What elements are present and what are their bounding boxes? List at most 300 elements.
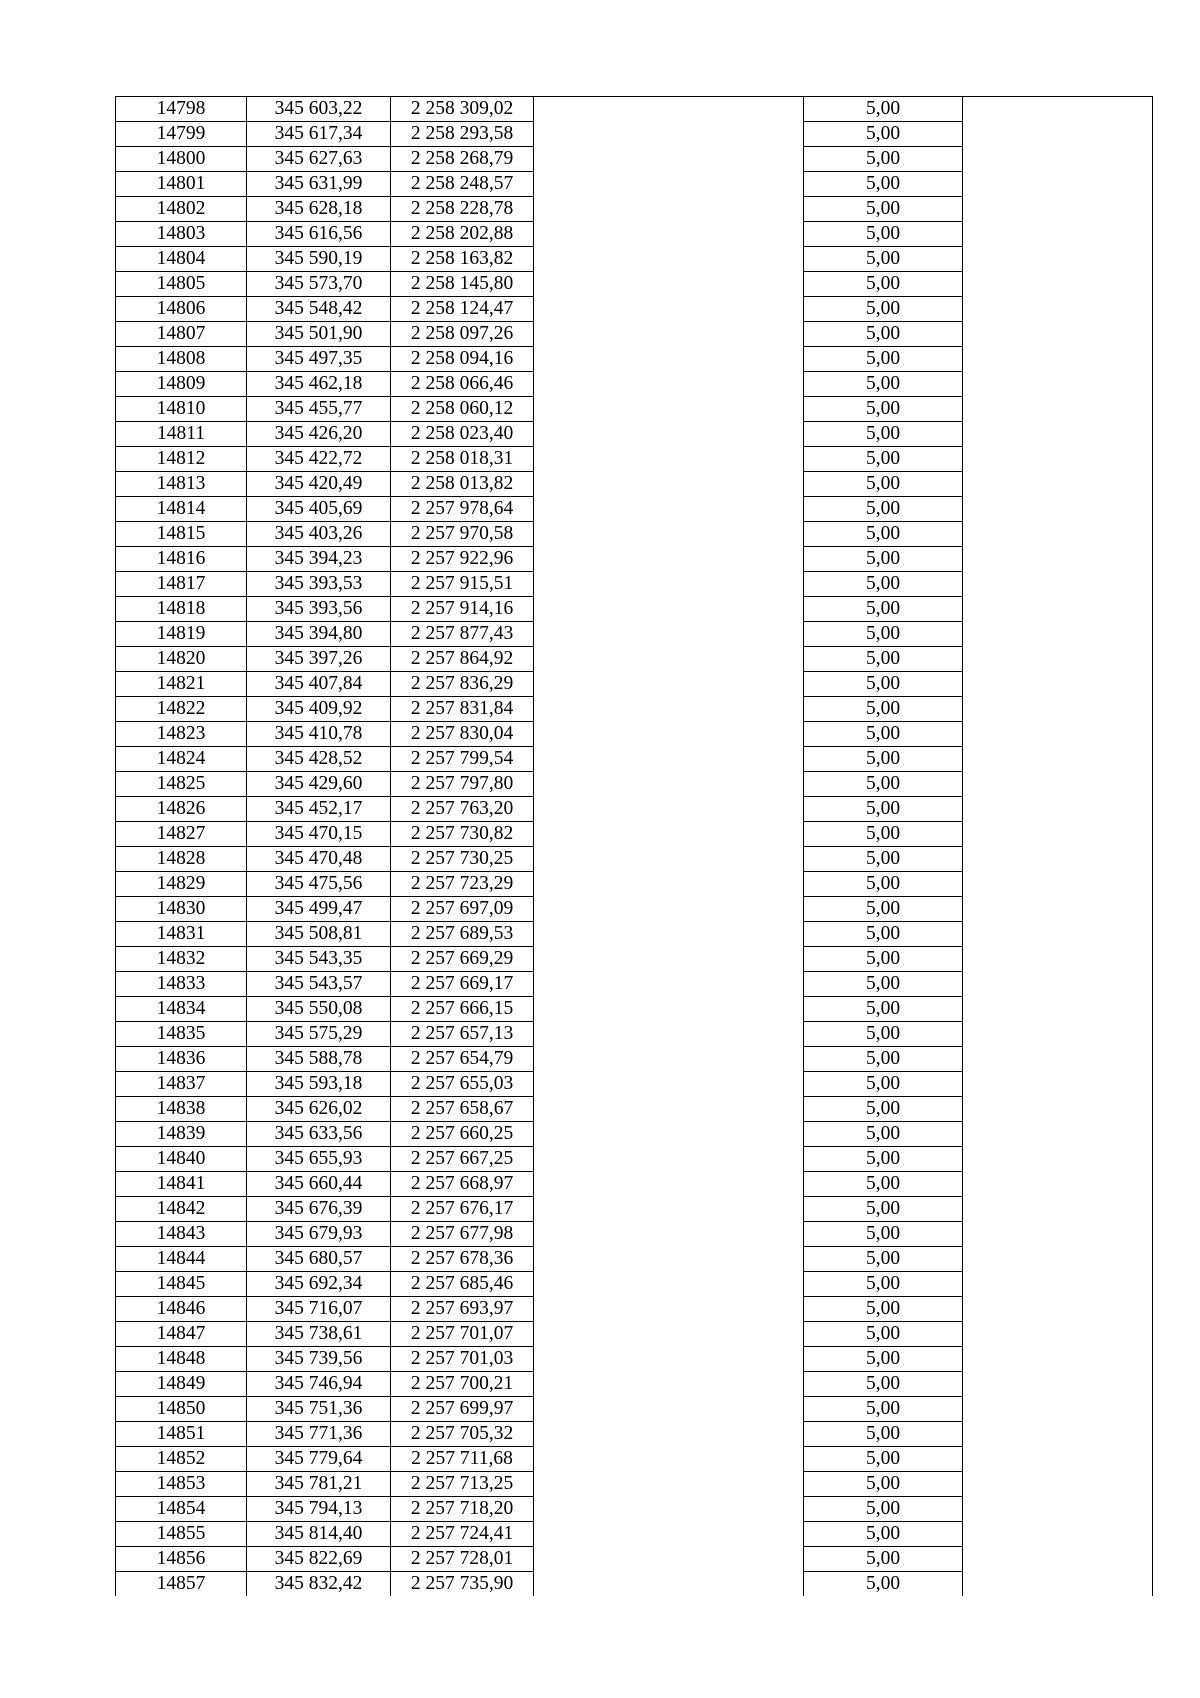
point-number-cell: 14836 — [116, 1047, 247, 1072]
point-number-cell: 14849 — [116, 1372, 247, 1397]
y-coordinate-cell: 2 258 023,40 — [391, 422, 534, 447]
x-coordinate-cell: 345 393,53 — [247, 572, 391, 597]
empty-cell — [534, 772, 804, 797]
empty-cell — [534, 572, 804, 597]
x-coordinate-cell: 345 655,93 — [247, 1147, 391, 1172]
empty-cell — [963, 1072, 1153, 1097]
empty-cell — [963, 247, 1153, 272]
x-coordinate-cell: 345 822,69 — [247, 1547, 391, 1572]
empty-cell — [963, 397, 1153, 422]
empty-cell — [534, 672, 804, 697]
value-cell: 5,00 — [804, 1422, 963, 1447]
x-coordinate-cell: 345 590,19 — [247, 247, 391, 272]
table-row — [116, 1197, 1153, 1222]
empty-cell — [963, 1247, 1153, 1272]
empty-cell — [963, 722, 1153, 747]
table-row — [116, 372, 1153, 397]
y-coordinate-cell: 2 257 699,97 — [391, 1397, 534, 1422]
empty-cell — [534, 122, 804, 147]
empty-cell — [534, 1347, 804, 1372]
value-cell: 5,00 — [804, 597, 963, 622]
y-coordinate-cell: 2 257 730,25 — [391, 847, 534, 872]
empty-cell — [963, 97, 1153, 122]
empty-cell — [963, 197, 1153, 222]
table-row — [116, 822, 1153, 847]
empty-cell — [534, 447, 804, 472]
x-coordinate-cell: 345 676,39 — [247, 1197, 391, 1222]
table-row — [116, 1022, 1153, 1047]
value-cell: 5,00 — [804, 897, 963, 922]
y-coordinate-cell: 2 257 830,04 — [391, 722, 534, 747]
value-cell: 5,00 — [804, 1072, 963, 1097]
point-number-cell: 14845 — [116, 1272, 247, 1297]
table-row — [116, 622, 1153, 647]
point-number-cell: 14847 — [116, 1322, 247, 1347]
y-coordinate-cell: 2 257 669,17 — [391, 972, 534, 997]
table-row — [116, 1097, 1153, 1122]
point-number-cell: 14852 — [116, 1447, 247, 1472]
x-coordinate-cell: 345 470,15 — [247, 822, 391, 847]
y-coordinate-cell: 2 257 660,25 — [391, 1122, 534, 1147]
x-coordinate-cell: 345 455,77 — [247, 397, 391, 422]
empty-cell — [534, 222, 804, 247]
empty-cell — [963, 147, 1153, 172]
table-row — [116, 897, 1153, 922]
value-cell: 5,00 — [804, 1272, 963, 1297]
value-cell: 5,00 — [804, 572, 963, 597]
table-row — [116, 422, 1153, 447]
empty-cell — [963, 972, 1153, 997]
empty-cell — [534, 322, 804, 347]
x-coordinate-cell: 345 409,92 — [247, 697, 391, 722]
table-row — [116, 197, 1153, 222]
point-number-cell: 14811 — [116, 422, 247, 447]
y-coordinate-cell: 2 258 097,26 — [391, 322, 534, 347]
table-row — [116, 347, 1153, 372]
table-row — [116, 947, 1153, 972]
value-cell: 5,00 — [804, 697, 963, 722]
x-coordinate-cell: 345 394,80 — [247, 622, 391, 647]
point-number-cell: 14799 — [116, 122, 247, 147]
x-coordinate-cell: 345 543,57 — [247, 972, 391, 997]
x-coordinate-cell: 345 462,18 — [247, 372, 391, 397]
point-number-cell: 14843 — [116, 1222, 247, 1247]
empty-cell — [963, 1397, 1153, 1422]
x-coordinate-cell: 345 617,34 — [247, 122, 391, 147]
y-coordinate-cell: 2 257 797,80 — [391, 772, 534, 797]
empty-cell — [534, 1372, 804, 1397]
point-number-cell: 14830 — [116, 897, 247, 922]
x-coordinate-cell: 345 543,35 — [247, 947, 391, 972]
empty-cell — [963, 622, 1153, 647]
empty-cell — [963, 672, 1153, 697]
point-number-cell: 14813 — [116, 472, 247, 497]
point-number-cell: 14806 — [116, 297, 247, 322]
point-number-cell: 14856 — [116, 1547, 247, 1572]
x-coordinate-cell: 345 405,69 — [247, 497, 391, 522]
value-cell: 5,00 — [804, 822, 963, 847]
y-coordinate-cell: 2 257 836,29 — [391, 672, 534, 697]
point-number-cell: 14848 — [116, 1347, 247, 1372]
table-row — [116, 597, 1153, 622]
point-number-cell: 14846 — [116, 1297, 247, 1322]
value-cell: 5,00 — [804, 447, 963, 472]
empty-cell — [534, 1297, 804, 1322]
y-coordinate-cell: 2 257 677,98 — [391, 1222, 534, 1247]
empty-cell — [963, 1572, 1153, 1597]
point-number-cell: 14809 — [116, 372, 247, 397]
table-row — [116, 322, 1153, 347]
y-coordinate-cell: 2 257 978,64 — [391, 497, 534, 522]
point-number-cell: 14803 — [116, 222, 247, 247]
y-coordinate-cell: 2 257 669,29 — [391, 947, 534, 972]
empty-cell — [963, 472, 1153, 497]
table-row — [116, 1472, 1153, 1497]
table-row — [116, 1172, 1153, 1197]
point-number-cell: 14832 — [116, 947, 247, 972]
table-row — [116, 1072, 1153, 1097]
value-cell: 5,00 — [804, 747, 963, 772]
value-cell: 5,00 — [804, 1322, 963, 1347]
x-coordinate-cell: 345 407,84 — [247, 672, 391, 697]
point-number-cell: 14833 — [116, 972, 247, 997]
point-number-cell: 14837 — [116, 1072, 247, 1097]
x-coordinate-cell: 345 739,56 — [247, 1347, 391, 1372]
point-number-cell: 14817 — [116, 572, 247, 597]
y-coordinate-cell: 2 258 124,47 — [391, 297, 534, 322]
empty-cell — [963, 797, 1153, 822]
value-cell: 5,00 — [804, 1297, 963, 1322]
point-number-cell: 14823 — [116, 722, 247, 747]
x-coordinate-cell: 345 394,23 — [247, 547, 391, 572]
point-number-cell: 14820 — [116, 647, 247, 672]
empty-cell — [963, 1472, 1153, 1497]
point-number-cell: 14800 — [116, 147, 247, 172]
table-row — [116, 1522, 1153, 1547]
x-coordinate-cell: 345 832,42 — [247, 1572, 391, 1597]
y-coordinate-cell: 2 257 728,01 — [391, 1547, 534, 1572]
y-coordinate-cell: 2 257 655,03 — [391, 1072, 534, 1097]
y-coordinate-cell: 2 257 700,21 — [391, 1372, 534, 1397]
y-coordinate-cell: 2 257 667,25 — [391, 1147, 534, 1172]
empty-cell — [963, 572, 1153, 597]
table-row — [116, 1147, 1153, 1172]
x-coordinate-cell: 345 660,44 — [247, 1172, 391, 1197]
empty-cell — [534, 247, 804, 272]
point-number-cell: 14842 — [116, 1197, 247, 1222]
empty-cell — [963, 697, 1153, 722]
x-coordinate-cell: 345 627,63 — [247, 147, 391, 172]
value-cell: 5,00 — [804, 347, 963, 372]
empty-cell — [963, 1297, 1153, 1322]
empty-cell — [534, 472, 804, 497]
table-row — [116, 1122, 1153, 1147]
y-coordinate-cell: 2 258 309,02 — [391, 97, 534, 122]
point-number-cell: 14826 — [116, 797, 247, 822]
y-coordinate-cell: 2 257 701,03 — [391, 1347, 534, 1372]
y-coordinate-cell: 2 258 202,88 — [391, 222, 534, 247]
point-number-cell: 14818 — [116, 597, 247, 622]
empty-cell — [534, 397, 804, 422]
x-coordinate-cell: 345 771,36 — [247, 1422, 391, 1447]
value-cell: 5,00 — [804, 622, 963, 647]
table-row — [116, 297, 1153, 322]
value-cell: 5,00 — [804, 422, 963, 447]
point-number-cell: 14850 — [116, 1397, 247, 1422]
x-coordinate-cell: 345 680,57 — [247, 1247, 391, 1272]
point-number-cell: 14819 — [116, 622, 247, 647]
value-cell: 5,00 — [804, 872, 963, 897]
point-number-cell: 14812 — [116, 447, 247, 472]
x-coordinate-cell: 345 794,13 — [247, 1497, 391, 1522]
table-row — [116, 522, 1153, 547]
x-coordinate-cell: 345 746,94 — [247, 1372, 391, 1397]
empty-cell — [963, 322, 1153, 347]
x-coordinate-cell: 345 410,78 — [247, 722, 391, 747]
empty-cell — [534, 872, 804, 897]
table-row — [116, 1372, 1153, 1397]
empty-cell — [534, 822, 804, 847]
empty-cell — [534, 1147, 804, 1172]
empty-cell — [963, 1347, 1153, 1372]
y-coordinate-cell: 2 257 915,51 — [391, 572, 534, 597]
empty-cell — [963, 1447, 1153, 1472]
table-row — [116, 1247, 1153, 1272]
empty-cell — [534, 522, 804, 547]
value-cell: 5,00 — [804, 497, 963, 522]
empty-cell — [963, 1147, 1153, 1172]
value-cell: 5,00 — [804, 772, 963, 797]
y-coordinate-cell: 2 258 293,58 — [391, 122, 534, 147]
table-row — [116, 972, 1153, 997]
x-coordinate-cell: 345 679,93 — [247, 1222, 391, 1247]
empty-cell — [534, 1172, 804, 1197]
value-cell: 5,00 — [804, 547, 963, 572]
table-row — [116, 847, 1153, 872]
empty-cell — [963, 822, 1153, 847]
value-cell: 5,00 — [804, 722, 963, 747]
empty-cell — [534, 997, 804, 1022]
y-coordinate-cell: 2 258 013,82 — [391, 472, 534, 497]
value-cell: 5,00 — [804, 522, 963, 547]
y-coordinate-cell: 2 258 094,16 — [391, 347, 534, 372]
empty-cell — [963, 647, 1153, 672]
y-coordinate-cell: 2 257 693,97 — [391, 1297, 534, 1322]
x-coordinate-cell: 345 593,18 — [247, 1072, 391, 1097]
value-cell: 5,00 — [804, 1247, 963, 1272]
table-row — [116, 997, 1153, 1022]
x-coordinate-cell: 345 452,17 — [247, 797, 391, 822]
table-row — [116, 722, 1153, 747]
empty-cell — [963, 547, 1153, 572]
value-cell: 5,00 — [804, 147, 963, 172]
value-cell: 5,00 — [804, 97, 963, 122]
coordinates-table — [115, 96, 1153, 1596]
value-cell: 5,00 — [804, 1372, 963, 1397]
y-coordinate-cell: 2 258 145,80 — [391, 272, 534, 297]
table-row — [116, 122, 1153, 147]
value-cell: 5,00 — [804, 797, 963, 822]
value-cell: 5,00 — [804, 1397, 963, 1422]
empty-cell — [534, 897, 804, 922]
value-cell: 5,00 — [804, 1172, 963, 1197]
empty-cell — [534, 1097, 804, 1122]
table-row — [116, 672, 1153, 697]
y-coordinate-cell: 2 257 713,25 — [391, 1472, 534, 1497]
empty-cell — [534, 97, 804, 122]
table-row — [116, 1047, 1153, 1072]
empty-cell — [534, 1272, 804, 1297]
value-cell: 5,00 — [804, 647, 963, 672]
point-number-cell: 14807 — [116, 322, 247, 347]
x-coordinate-cell: 345 628,18 — [247, 197, 391, 222]
empty-cell — [534, 1322, 804, 1347]
table-row — [116, 1497, 1153, 1522]
table-row — [116, 1397, 1153, 1422]
value-cell: 5,00 — [804, 1522, 963, 1547]
value-cell: 5,00 — [804, 1497, 963, 1522]
point-number-cell: 14855 — [116, 1522, 247, 1547]
empty-cell — [534, 197, 804, 222]
point-number-cell: 14853 — [116, 1472, 247, 1497]
point-number-cell: 14814 — [116, 497, 247, 522]
table-row — [116, 272, 1153, 297]
empty-cell — [963, 372, 1153, 397]
empty-cell — [963, 122, 1153, 147]
x-coordinate-cell: 345 428,52 — [247, 747, 391, 772]
empty-cell — [534, 597, 804, 622]
x-coordinate-cell: 345 575,29 — [247, 1022, 391, 1047]
value-cell: 5,00 — [804, 472, 963, 497]
point-number-cell: 14808 — [116, 347, 247, 372]
x-coordinate-cell: 345 470,48 — [247, 847, 391, 872]
value-cell: 5,00 — [804, 972, 963, 997]
table-row — [116, 922, 1153, 947]
y-coordinate-cell: 2 257 685,46 — [391, 1272, 534, 1297]
table-row — [116, 1272, 1153, 1297]
point-number-cell: 14829 — [116, 872, 247, 897]
value-cell: 5,00 — [804, 297, 963, 322]
x-coordinate-cell: 345 403,26 — [247, 522, 391, 547]
empty-cell — [534, 747, 804, 772]
value-cell: 5,00 — [804, 197, 963, 222]
empty-cell — [963, 597, 1153, 622]
empty-cell — [963, 272, 1153, 297]
table-row — [116, 697, 1153, 722]
point-number-cell: 14834 — [116, 997, 247, 1022]
x-coordinate-cell: 345 631,99 — [247, 172, 391, 197]
empty-cell — [963, 1097, 1153, 1122]
point-number-cell: 14802 — [116, 197, 247, 222]
x-coordinate-cell: 345 738,61 — [247, 1322, 391, 1347]
empty-cell — [963, 297, 1153, 322]
y-coordinate-cell: 2 257 724,41 — [391, 1522, 534, 1547]
coordinates-table-body — [116, 97, 1153, 1597]
table-row — [116, 1422, 1153, 1447]
y-coordinate-cell: 2 257 705,32 — [391, 1422, 534, 1447]
value-cell: 5,00 — [804, 1122, 963, 1147]
point-number-cell: 14804 — [116, 247, 247, 272]
y-coordinate-cell: 2 257 877,43 — [391, 622, 534, 647]
point-number-cell: 14798 — [116, 97, 247, 122]
table-row — [116, 222, 1153, 247]
point-number-cell: 14839 — [116, 1122, 247, 1147]
y-coordinate-cell: 2 257 711,68 — [391, 1447, 534, 1472]
value-cell: 5,00 — [804, 1022, 963, 1047]
empty-cell — [534, 697, 804, 722]
empty-cell — [534, 972, 804, 997]
table-row — [116, 397, 1153, 422]
empty-cell — [963, 497, 1153, 522]
y-coordinate-cell: 2 257 735,90 — [391, 1572, 534, 1597]
value-cell: 5,00 — [804, 272, 963, 297]
point-number-cell: 14841 — [116, 1172, 247, 1197]
table-row — [116, 772, 1153, 797]
empty-cell — [963, 1272, 1153, 1297]
y-coordinate-cell: 2 258 228,78 — [391, 197, 534, 222]
point-number-cell: 14838 — [116, 1097, 247, 1122]
y-coordinate-cell: 2 257 799,54 — [391, 747, 534, 772]
empty-cell — [963, 1172, 1153, 1197]
y-coordinate-cell: 2 257 658,67 — [391, 1097, 534, 1122]
value-cell: 5,00 — [804, 1147, 963, 1172]
empty-cell — [534, 347, 804, 372]
point-number-cell: 14815 — [116, 522, 247, 547]
x-coordinate-cell: 345 426,20 — [247, 422, 391, 447]
x-coordinate-cell: 345 633,56 — [247, 1122, 391, 1147]
y-coordinate-cell: 2 258 018,31 — [391, 447, 534, 472]
empty-cell — [534, 1022, 804, 1047]
empty-cell — [534, 1047, 804, 1072]
table-row — [116, 647, 1153, 672]
empty-cell — [963, 847, 1153, 872]
empty-cell — [963, 997, 1153, 1022]
point-number-cell: 14844 — [116, 1247, 247, 1272]
point-number-cell: 14827 — [116, 822, 247, 847]
empty-cell — [534, 847, 804, 872]
empty-cell — [534, 1222, 804, 1247]
empty-cell — [534, 422, 804, 447]
table-row — [116, 1297, 1153, 1322]
y-coordinate-cell: 2 257 701,07 — [391, 1322, 534, 1347]
empty-cell — [963, 222, 1153, 247]
value-cell: 5,00 — [804, 322, 963, 347]
empty-cell — [963, 1372, 1153, 1397]
value-cell: 5,00 — [804, 847, 963, 872]
point-number-cell: 14828 — [116, 847, 247, 872]
x-coordinate-cell: 345 603,22 — [247, 97, 391, 122]
empty-cell — [963, 1547, 1153, 1572]
table-row — [116, 247, 1153, 272]
x-coordinate-cell: 345 499,47 — [247, 897, 391, 922]
empty-cell — [534, 647, 804, 672]
empty-cell — [963, 447, 1153, 472]
value-cell: 5,00 — [804, 1447, 963, 1472]
x-coordinate-cell: 345 397,26 — [247, 647, 391, 672]
empty-cell — [534, 172, 804, 197]
y-coordinate-cell: 2 257 689,53 — [391, 922, 534, 947]
y-coordinate-cell: 2 257 718,20 — [391, 1497, 534, 1522]
x-coordinate-cell: 345 588,78 — [247, 1047, 391, 1072]
value-cell: 5,00 — [804, 372, 963, 397]
point-number-cell: 14810 — [116, 397, 247, 422]
empty-cell — [534, 1497, 804, 1522]
x-coordinate-cell: 345 497,35 — [247, 347, 391, 372]
y-coordinate-cell: 2 258 163,82 — [391, 247, 534, 272]
table-row — [116, 97, 1153, 122]
empty-cell — [963, 872, 1153, 897]
x-coordinate-cell: 345 429,60 — [247, 772, 391, 797]
